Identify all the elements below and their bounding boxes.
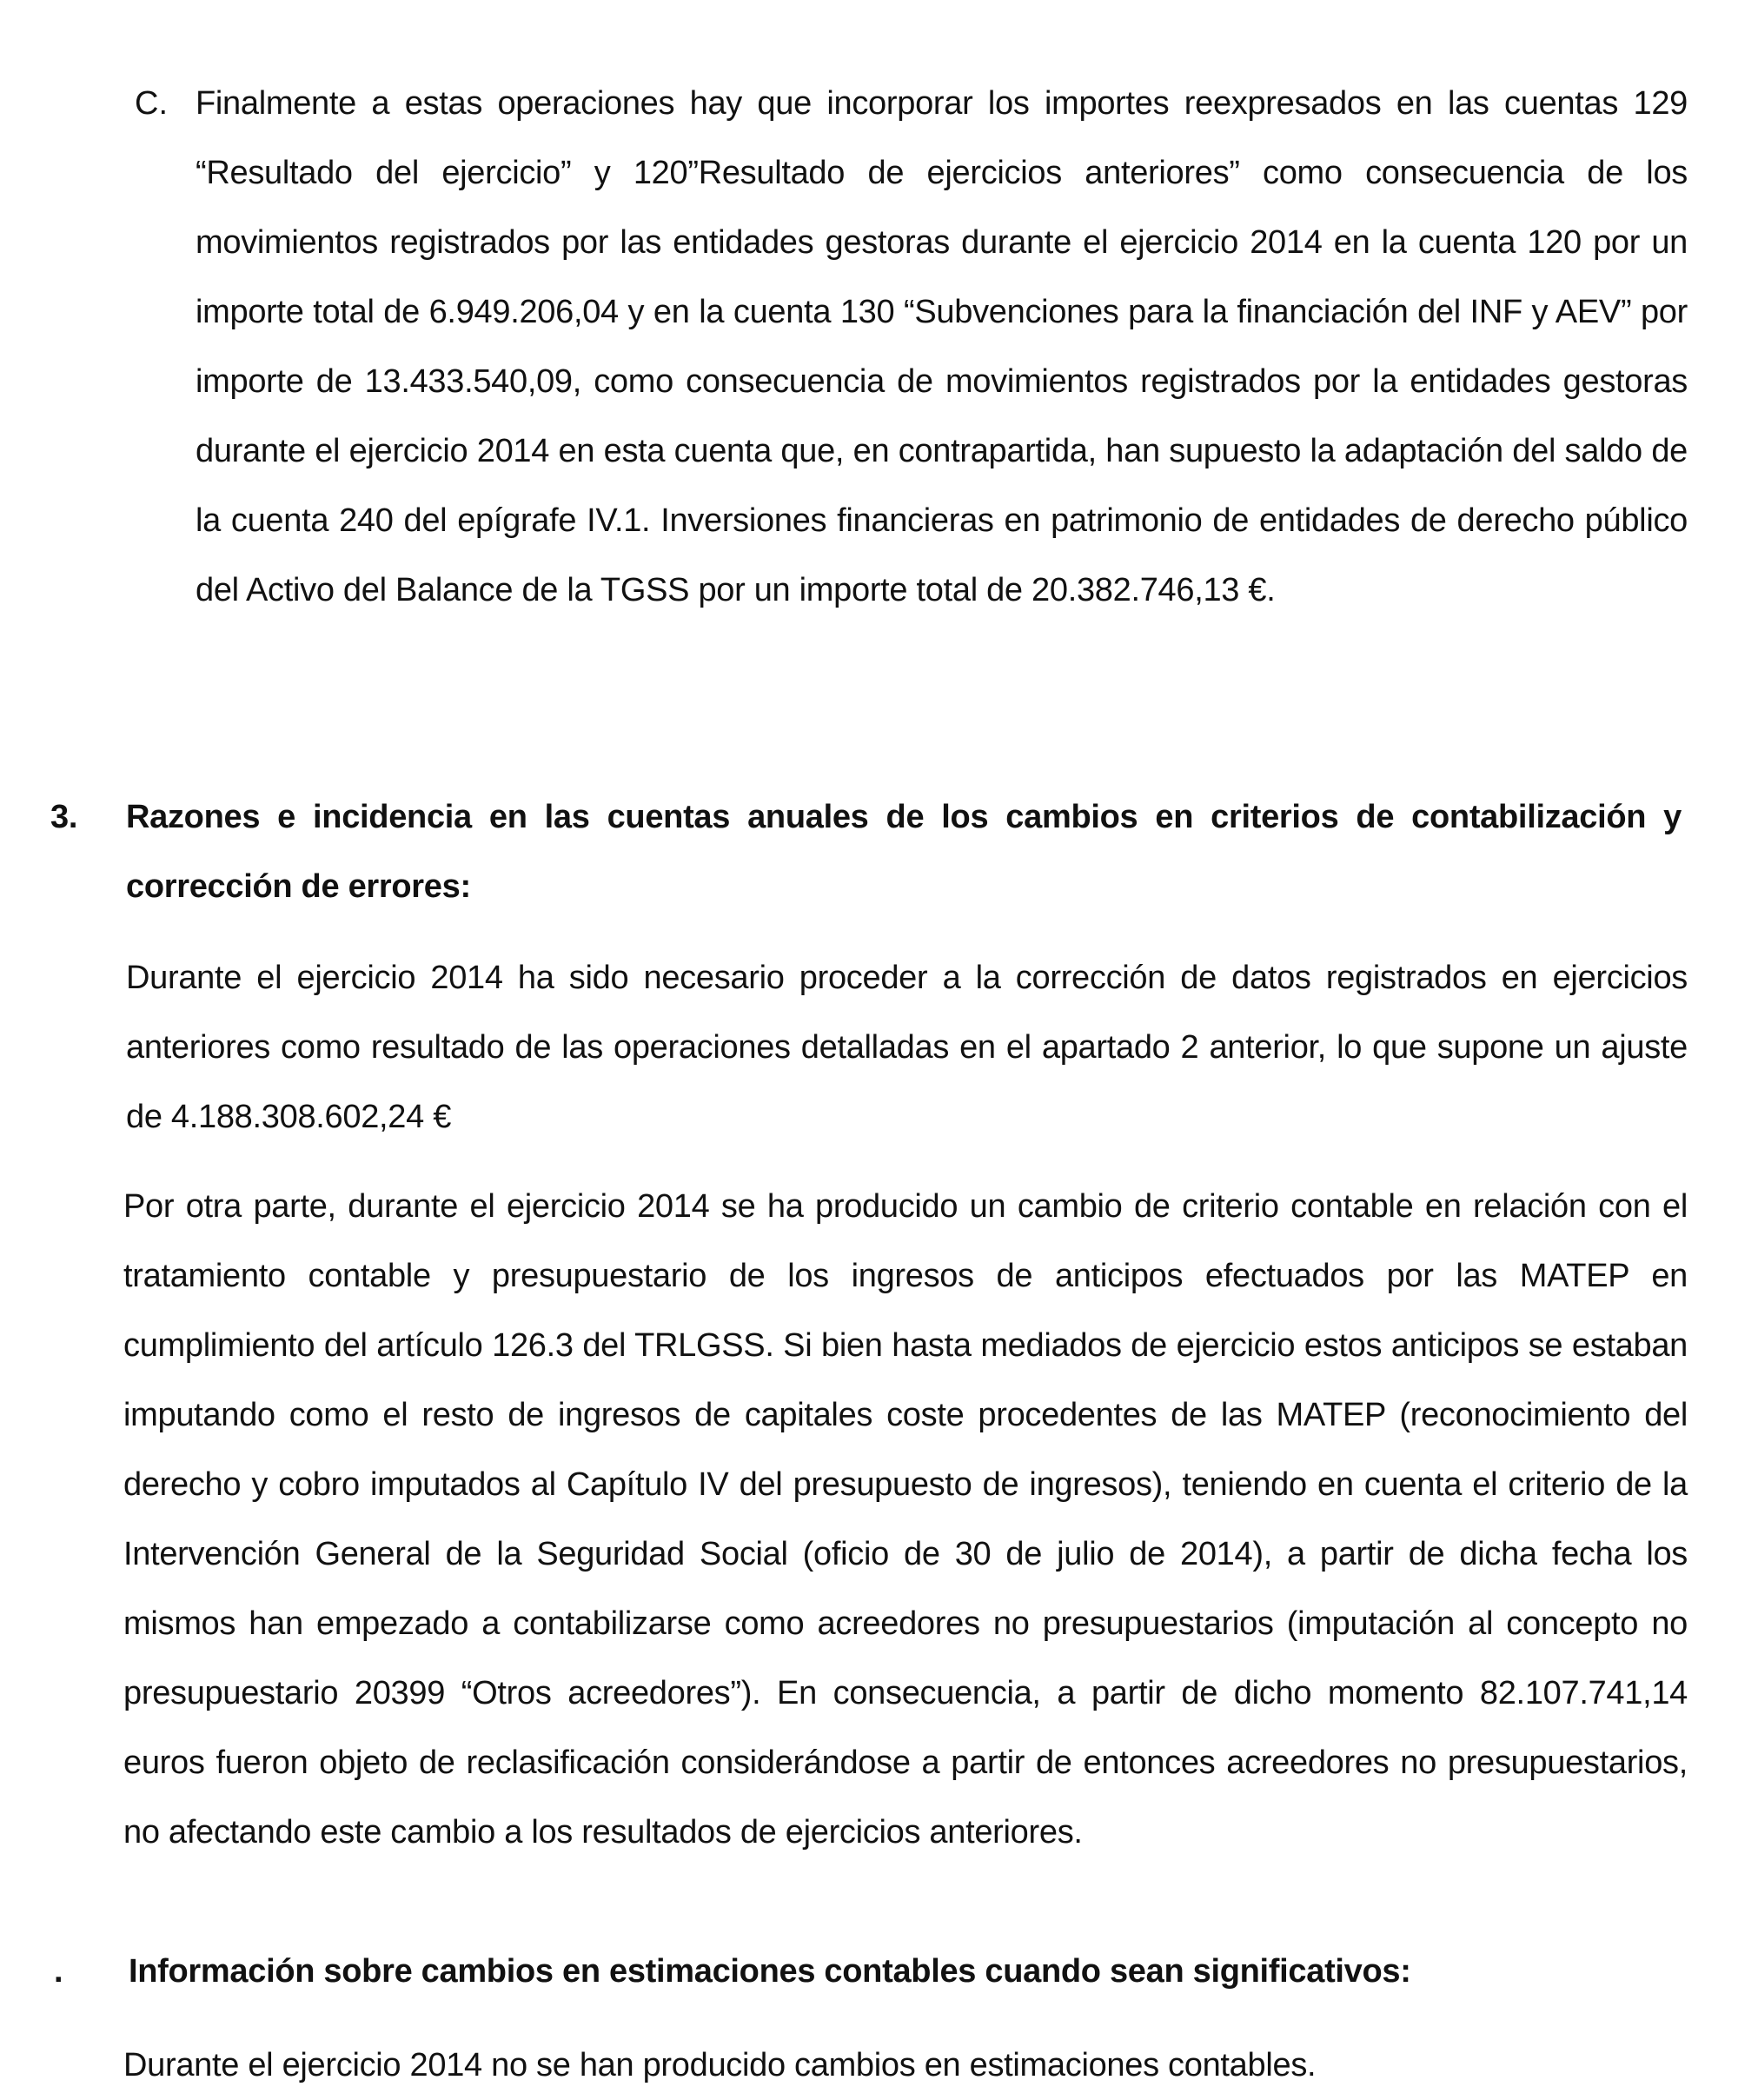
section-4-heading: Información sobre cambios en estimaciones contables cuando sean significativos: [129,1953,1411,1990]
section-4-paragraph-1: Durante el ejercicio 2014 no se han producido cambios en estimaciones contables. [123,2047,1317,2083]
section-3-paragraph-2: Por otra parte, durante el ejercicio 2014 se ha producido un cambio de criterio contable en relación con el tratamiento contable y presupuestario de los ingresos de anticipos efectuados por las MATEP en cumplimiento del artículo 126.3 del TRLGSS. Si bien hasta mediados de ejercicio estos anticipos se estaban imputando como el resto de ingresos de capitales coste procedentes de las MATEP (reconocimiento del derecho y cobro imputados al Capítulo IV del presupuesto de ingresos), teniendo en cuenta el criterio de la Intervención General de la Seguridad Social (oficio de 30 de julio de 2014), a partir de dicha fecha los mismos han empezado a contabilizarse como acreedores no presupuestarios (imputación al concepto no presupuestario 20399 “Otros acreedores”). En consecuencia, a partir de dicho momento 82.107.741,14 euros fueron objeto de reclasificación considerándose a partir de entonces acreedores no presupuestarios, no afectando este cambio a los resultados de ejercicios anteriores. [123,1188,1688,1851]
list-item-letter: C. [135,85,168,122]
section-3-paragraph-1: Durante el ejercicio 2014 ha sido necesario proceder a la corrección de datos registrados en ejercicios anteriores como resultado de las operaciones detalladas en el apartado 2 anterior, lo que supone un ajuste de 4.188.308.602,24 € [126,960,1688,1135]
section-4-number: . [54,1953,63,1990]
section-3-heading: Razones e incidencia en las cuentas anuales de los cambios en criterios de contabilización y corrección de errores: [126,799,1682,905]
list-item-c-text: Finalmente a estas operaciones hay que incorporar los importes reexpresados en las cuentas 129 “Resultado del ejercicio” y 120”Resultado de ejercicios anteriores” como consecuencia de los movimientos registrados por las entidades gestoras durante el ejercicio 2014 en la cuenta 120 por un importe total de 6.949.206,04 y en la cuenta 130 “Subvenciones para la financiación del INF y AEV” por importe de 13.433.540,09, como consecuencia de movimientos registrados por la entidades gestoras durante el ejercicio 2014 en esta cuenta que, en contrapartida, han supuesto la adaptación del saldo de la cuenta 240 del epígrafe IV.1. Inversiones financieras en patrimonio de entidades de derecho público del Activo del Balance de la TGSS por un importe total de 20.382.746,13 €. [196,85,1688,608]
section-3-number: 3. [50,799,78,835]
